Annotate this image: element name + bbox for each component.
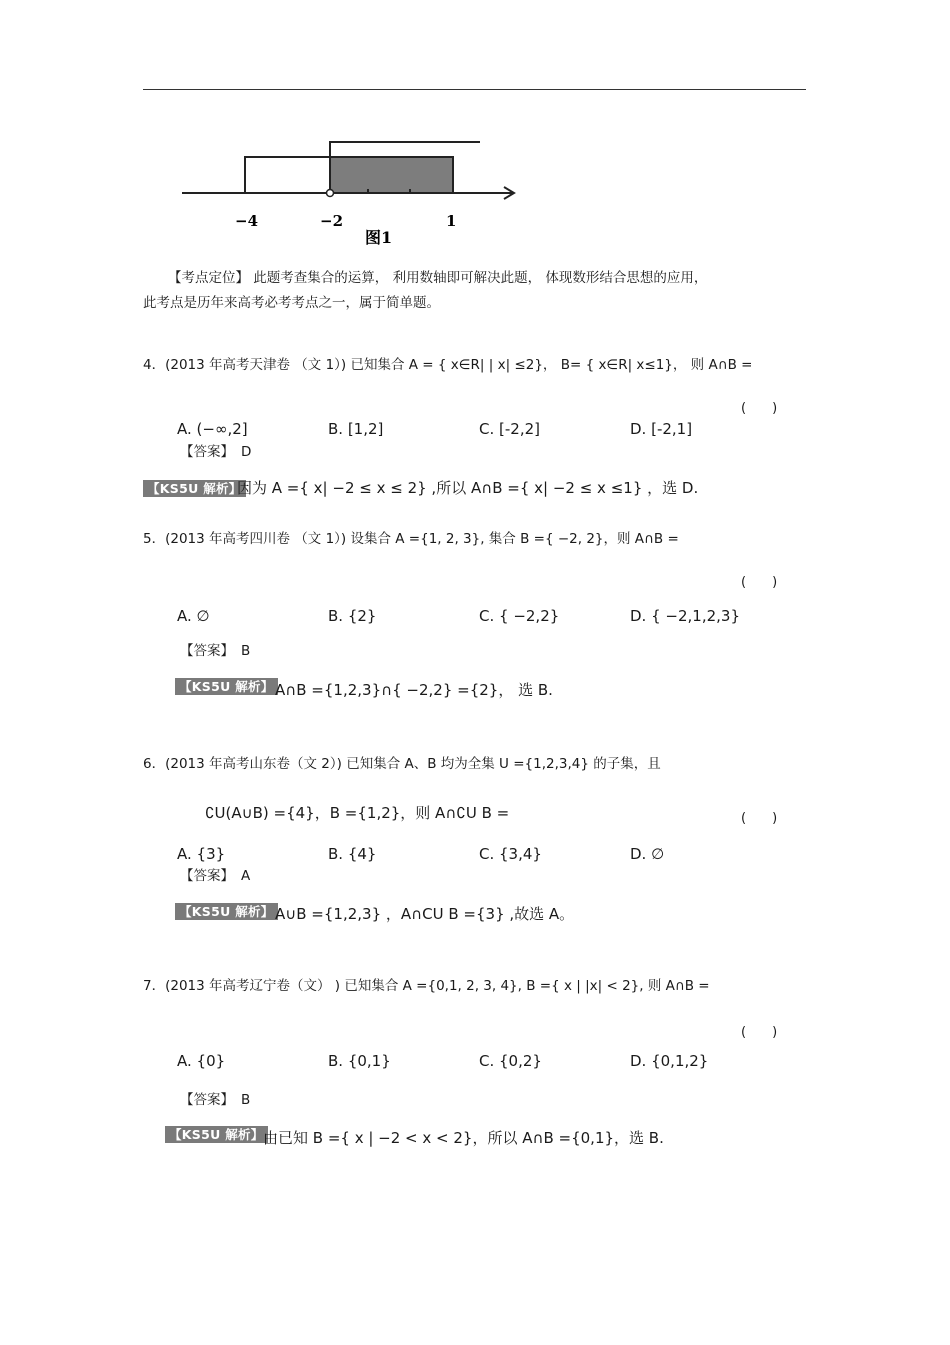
q4-blank: ( ) bbox=[741, 401, 778, 416]
tick-label-1: 1 bbox=[446, 212, 457, 230]
q6-option-b: B. {4} bbox=[328, 845, 377, 863]
q7-analysis: 由已知 B ={ x | −2 < x < 2}，所以 A∩B ={0,1}，选 B. bbox=[263, 1129, 664, 1147]
q7-answer: B bbox=[241, 1092, 251, 1108]
q7-blank: ( ) bbox=[741, 1025, 778, 1040]
q4-ks5u-badge: 【KS5U 解析】 bbox=[143, 480, 246, 497]
q5-answer: B bbox=[241, 643, 251, 659]
q7-option-d: D. {0,1,2} bbox=[630, 1052, 709, 1070]
q7-stem: 7．(2013 年高考辽宁卷（文） ) 已知集合 A ={0,1, 2, 3, 4}, B ={ x | |x| < 2}, 则 A∩B = bbox=[143, 978, 710, 994]
q4-stem: 4．(2013 年高考天津卷 （文 1）) 已知集合 A = { x∈R| | x| ≤2}， B= { x∈R| x≤1}， 则 A∩B = bbox=[143, 357, 753, 373]
q4-option-c: C. [-2,2] bbox=[479, 420, 540, 438]
q5-option-a: A. ∅ bbox=[177, 607, 210, 625]
open-point bbox=[327, 190, 334, 197]
q5-answer-label: 【答案】 bbox=[180, 643, 234, 659]
q4-answer-label: 【答案】 bbox=[180, 444, 234, 460]
kaodian-line1: 【考点定位】 此题考查集合的运算， 利用数轴即可解决此题， 体现数形结合思想的应用， bbox=[168, 270, 708, 286]
q6-stem: 6．(2013 年高考山东卷（文 2）) 已知集合 A、B 均为全集 U ={1,2,3,4} 的子集，且 bbox=[143, 756, 661, 772]
q4-option-a: A. (−∞,2] bbox=[177, 420, 248, 438]
number-line-figure bbox=[170, 130, 530, 250]
tick-label-neg4: −4 bbox=[235, 212, 259, 230]
q4-option-d: D. [-2,1] bbox=[630, 420, 693, 438]
q7-option-b: B. {0,1} bbox=[328, 1052, 391, 1070]
kaodian-line2: 此考点是历年来高考必考考点之一，属于简单题。 bbox=[143, 295, 440, 311]
q6-answer: A bbox=[241, 868, 251, 884]
q6-blank: ( ) bbox=[741, 811, 778, 826]
q5-option-d: D. { −2,1,2,3} bbox=[630, 607, 740, 625]
q7-ks5u-badge: 【KS5U 解析】 bbox=[165, 1126, 268, 1143]
q5-option-c: C. { −2,2} bbox=[479, 607, 560, 625]
header-rule bbox=[143, 89, 806, 90]
q7-answer-label: 【答案】 bbox=[180, 1092, 234, 1108]
q6-option-d: D. ∅ bbox=[630, 845, 665, 863]
q4-option-b: B. [1,2] bbox=[328, 420, 384, 438]
q6-ks5u-badge: 【KS5U 解析】 bbox=[175, 903, 278, 920]
q5-option-b: B. {2} bbox=[328, 607, 377, 625]
q6-analysis: A∪B ={1,2,3} ，A∩CU B ={3} ,故选 A。 bbox=[275, 905, 575, 923]
q6-stem-line2: ∁U(A∪B) ={4}，B ={1,2}，则 A∩∁U B = bbox=[205, 804, 510, 822]
shaded-intersection bbox=[330, 157, 453, 193]
q6-option-c: C. {3,4} bbox=[479, 845, 542, 863]
q6-answer-label: 【答案】 bbox=[180, 868, 234, 884]
q5-stem: 5．(2013 年高考四川卷 （文 1）) 设集合 A ={1, 2, 3}, 集合 B ={ −2, 2}，则 A∩B = bbox=[143, 531, 679, 547]
figure-caption: 图1 bbox=[365, 228, 393, 247]
q5-ks5u-badge: 【KS5U 解析】 bbox=[175, 678, 278, 695]
q5-blank: ( ) bbox=[741, 575, 778, 590]
q7-option-c: C. {0,2} bbox=[479, 1052, 542, 1070]
q4-answer: D bbox=[241, 444, 252, 460]
q7-option-a: A. {0} bbox=[177, 1052, 226, 1070]
tick-label-neg2: −2 bbox=[320, 212, 344, 230]
q6-option-a: A. {3} bbox=[177, 845, 226, 863]
q5-analysis: A∩B ={1,2,3}∩{ −2,2} ={2}， 选 B. bbox=[275, 681, 553, 699]
q4-analysis: 因为 A ={ x| −2 ≤ x ≤ 2} ,所以 A∩B ={ x| −2 ≤ x ≤1} ，选 D. bbox=[237, 479, 699, 497]
